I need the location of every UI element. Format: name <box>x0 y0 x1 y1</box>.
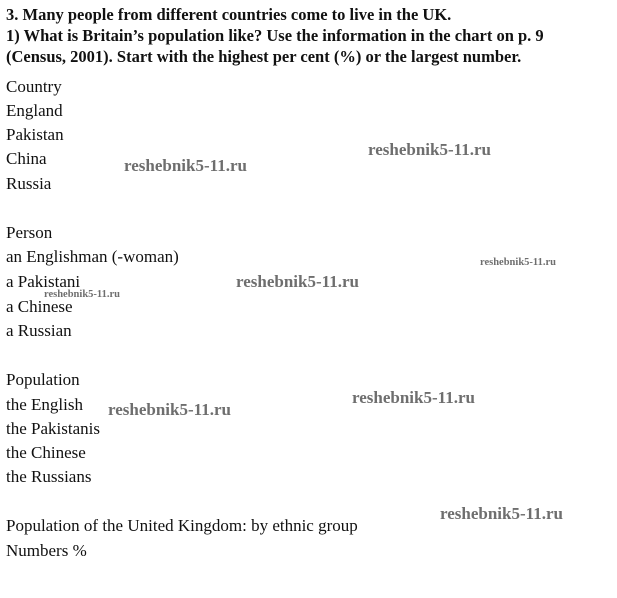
population-item: the Pakistanis <box>6 419 100 438</box>
watermark: reshebnik5-11.ru <box>108 400 231 419</box>
population-item: the English <box>6 395 83 414</box>
columns-label: Numbers % <box>6 541 87 560</box>
watermark: reshebnik5-11.ru <box>440 504 563 523</box>
person-heading: Person <box>6 223 53 242</box>
watermark: reshebnik5-11.ru <box>124 156 247 175</box>
country-item: Pakistan <box>6 125 64 144</box>
watermark: reshebnik5-11.ru <box>368 140 491 159</box>
exercise-title: 3. Many people from different countries come to live in the UK. <box>6 5 452 24</box>
country-item: England <box>6 101 63 120</box>
watermark: reshebnik5-11.ru <box>480 257 556 268</box>
task-instruction-line-1: 1) What is Britain’s population like? Use the information in the chart on p. 9 <box>6 26 544 45</box>
person-item: a Pakistani <box>6 272 81 291</box>
person-item: a Russian <box>6 321 72 340</box>
country-item: Russia <box>6 174 52 193</box>
population-item: the Chinese <box>6 443 86 462</box>
country-item: China <box>6 149 47 168</box>
exercise-header <box>6 4 611 67</box>
watermark: reshebnik5-11.ru <box>44 289 120 300</box>
population-item: the Russians <box>6 467 92 486</box>
chart-caption: Population of the United Kingdom: by ethnic group <box>6 516 358 535</box>
task-instruction-line-2: (Census, 2001). Start with the highest per cent (%) or the largest number. <box>6 47 522 66</box>
population-heading: Population <box>6 370 80 389</box>
country-heading: Country <box>6 77 62 96</box>
person-item: an Englishman (-woman) <box>6 247 179 266</box>
watermark: reshebnik5-11.ru <box>352 388 475 407</box>
watermark: reshebnik5-11.ru <box>236 272 359 291</box>
person-item: a Chinese <box>6 297 73 316</box>
